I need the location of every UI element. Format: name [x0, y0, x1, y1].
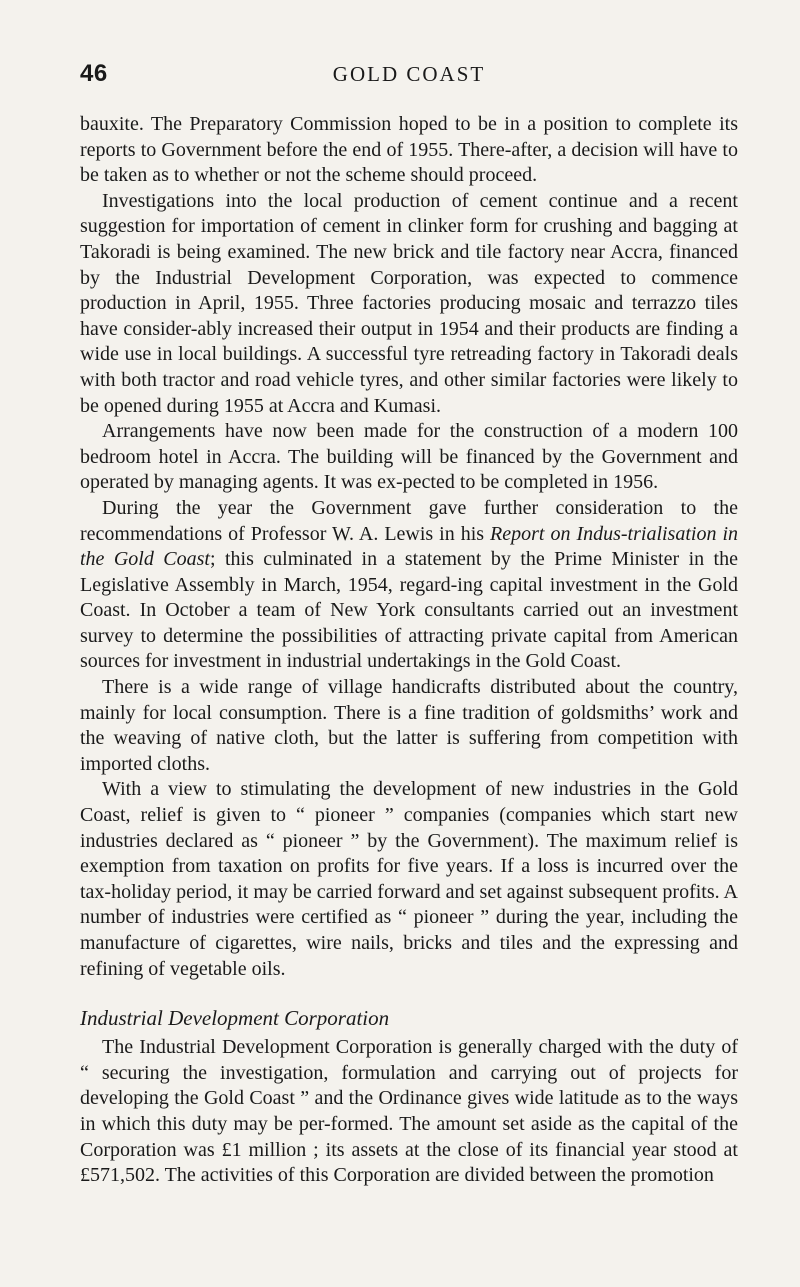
paragraph-pioneer: With a view to stimulating the development of new industries in the Gold Coast, relief is given to “ pioneer ” companies (companies which start new industries declared as “ pioneer ” by the Government). The maximum relief is exemption from taxation on profits for five years. If a loss is incurred over the tax-holiday period, it may be carried forward and set against subsequent profits. A number of industries were certified as “ pioneer ” during the year, including the manufacture of cigarettes, wire nails, bricks and tiles and the expressing and refining of vegetable oils. — [80, 778, 738, 980]
paragraph-cement: Investigations into the local production of cement continue and a recent suggestion for importation of cement in clinker form for crushing and bagging at Takoradi is being examined. The new brick and tile factory near Accra, financed by the Industrial Development Corporation, was expected to commence production in April, 1955. Three factories producing mosaic and terrazzo tiles have consider-ably increased their output in 1954 and their products are finding a wide use in local buildings. A successful tyre retreading factory in Takoradi deals with both tractor and road vehicle tyres, and other similar factories were likely to be opened during 1955 at Accra and Kumasi. — [80, 189, 738, 417]
running-head: GOLD COAST — [332, 62, 486, 86]
page-number: 46 — [80, 60, 108, 87]
section-heading: Industrial Development Corporation — [80, 1006, 390, 1031]
paragraph-handicrafts: There is a wide range of village handicrafts distributed about the country, mainly for local consumption. There is a fine tradition of goldsmiths’ work and the weaving of native cloth, but the latter is suffering from competition with imported cloths. — [80, 676, 738, 775]
paragraph-idc: The Industrial Development Corporation is generally charged with the duty of “ securing the investigation, formulation and carrying out of projects for developing the Gold Coast ” and the Ordinance gives wide latitude as to the ways in which this duty may be per-formed. The amount set aside as the capital of the Corporation was £1 million ; its assets at the close of its financial year stood at £571,502. The activities of this Corporation are divided between the promotion — [80, 1036, 738, 1187]
page — [80, 60, 738, 1189]
report-title: Report on Indus-trialisation in the Gold Coast — [80, 522, 738, 571]
body-text — [80, 112, 738, 1189]
lewis-text-before: During the year the Government gave further consideration to the recommendations of Professor W. A. Lewis in his — [80, 496, 738, 545]
page-header — [80, 60, 738, 96]
lewis-text-after: ; this culminated in a statement by the Prime Minister in the Legislative Assembly in March, 1954, regard-ing capital investment in the Gold Coast. In October a team of New York consultants carried out an investment survey to determine the possibilities of attracting private capital from American sources for investment in industrial undertakings in the Gold Coast. — [80, 548, 738, 673]
paragraph-hotel: Arrangements have now been made for the construction of a modern 100 bedroom hotel in Accra. The building will be financed by the Government and operated by managing agents. It was ex-pected to be completed in 1956. — [80, 420, 738, 494]
paragraph-bauxite: bauxite. The Preparatory Commission hoped to be in a position to complete its reports to Government before the end of 1955. There-after, a decision will have to be taken as to whether or not the scheme should proceed. — [80, 113, 738, 187]
paragraph-lewis-report — [80, 496, 738, 675]
